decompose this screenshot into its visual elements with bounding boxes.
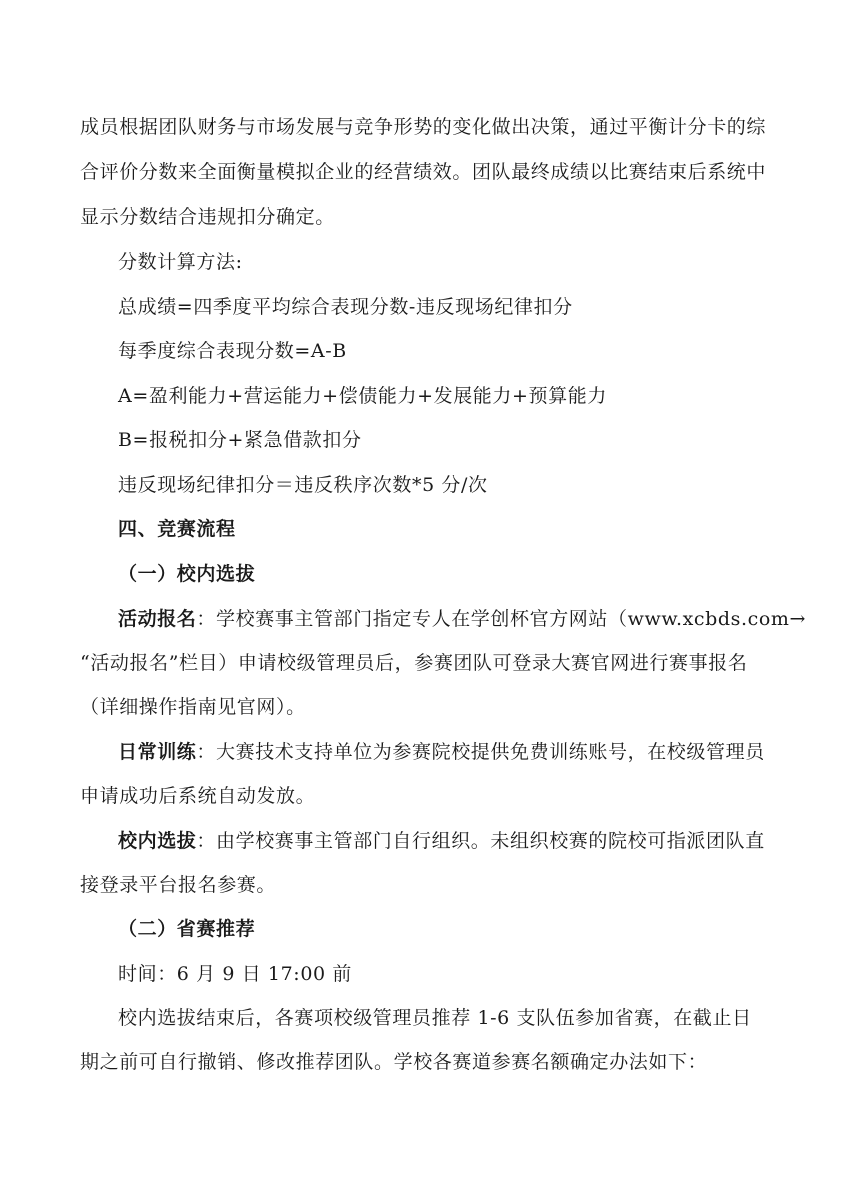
signup-text-3: （详细操作指南见官网）。: [80, 696, 306, 718]
selection-text-2: 接登录平台报名参赛。: [80, 874, 277, 896]
subsection-2-heading: （二）省赛推荐: [118, 918, 256, 940]
signup-text-2: “活动报名”栏目）申请校级管理员后，参赛团队可登录大赛官网进行赛事报名: [80, 652, 748, 674]
intro-line-3: 显示分数结合违规扣分确定。: [80, 206, 335, 228]
signup-text-1: ：学校赛事主管部门指定专人在学创杯官方网站（www.xcbds.com→: [196, 608, 807, 630]
training-text-1: ：大赛技术支持单位为参赛院校提供免费训练账号，在校级管理员: [196, 741, 765, 763]
subsection-1-heading: （一）校内选拔: [118, 563, 256, 585]
intro-line-2: 合评价分数来全面衡量模拟企业的经营绩效。团队最终成绩以比赛结束后系统中: [80, 161, 767, 183]
signup-label: 活动报名: [118, 608, 197, 630]
formula-b: B=报税扣分+紧急借款扣分: [118, 429, 362, 451]
recommend-text-2: 期之前可自行撤销、修改推荐团队。学校各赛道参赛名额确定办法如下：: [80, 1051, 708, 1073]
training-text-2: 申请成功后系统自动发放。: [80, 785, 316, 807]
formula-quarter: 每季度综合表现分数=A-B: [118, 340, 347, 362]
selection-label: 校内选拔: [118, 830, 197, 852]
recommend-text-1: 校内选拔结束后，各赛项校级管理员推荐 1-6 支队伍参加省赛，在截止日: [118, 1007, 752, 1029]
training-paragraph-line-1: [118, 738, 770, 766]
formula-penalty: 违反现场纪律扣分＝违反秩序次数*5 分/次: [118, 474, 488, 496]
section-4-heading: 四、竞赛流程: [118, 518, 236, 540]
formula-total: 总成绩=四季度平均综合表现分数-违反现场纪律扣分: [118, 296, 573, 318]
scoring-title: 分数计算方法:: [118, 251, 243, 273]
selection-text-1: ：由学校赛事主管部门自行组织。未组织校赛的院校可指派团队直: [196, 830, 765, 852]
formula-a: A=盈利能力+营运能力+偿债能力+发展能力+预算能力: [118, 385, 607, 407]
signup-paragraph-line-1: [118, 605, 807, 633]
selection-paragraph-line-1: [118, 827, 770, 855]
time-line: 时间：6 月 9 日 17:00 前: [118, 963, 352, 985]
intro-line-1: 成员根据团队财务与市场发展与竞争形势的变化做出决策，通过平衡计分卡的综: [80, 116, 767, 138]
training-label: 日常训练: [118, 741, 197, 763]
